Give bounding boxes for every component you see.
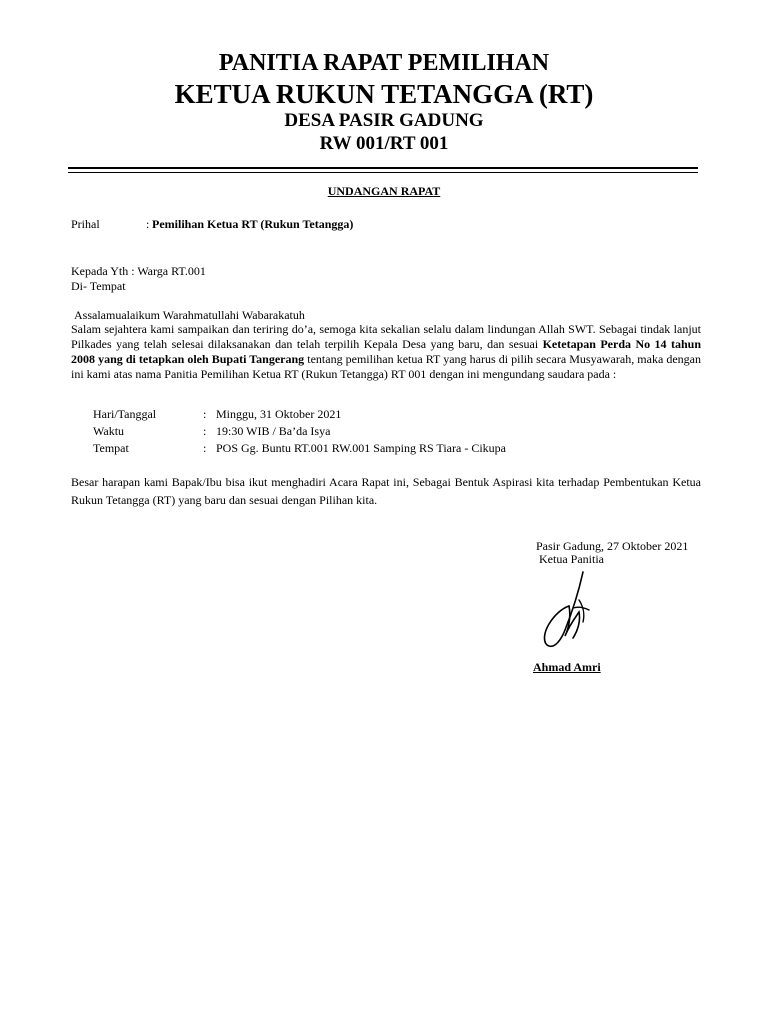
detail-label-time: Waktu — [93, 424, 125, 438]
body-text-part1: Salam sejahtera kami sampaikan dan teriring do’a, semoga kita sekalian selalu dalam lindungan Allah SWT. Sebagai tindak lanjut Pilkades yang telah selesai dilaksanakan dan telah terpilih Kepala Desa yang baru, dan sesuai — [71, 322, 701, 351]
header-divider-thin — [68, 172, 698, 173]
greeting: Assalamualaikum Warahmatullahi Wabarakatuh — [74, 308, 305, 322]
detail-label-place: Tempat — [93, 441, 129, 455]
closing-paragraph: Besar harapan kami Bapak/Ibu bisa ikut menghadiri Acara Rapat ini, Sebagai Bentuk Aspirasi kita terhadap Pembentukan Ketua Rukun Tetangga (RT) yang baru dan sesuai dengan Pilihan kita. — [71, 475, 701, 507]
body-text-part2: tentang pemilihan ketua RT yang harus di pilih secara Musyawarah, maka dengan ini kami atas nama Panitia Pemilihan Ketua RT (Rukun Tetangga) RT 001 dengan ini mengundang saudara pada : — [71, 352, 701, 381]
detail-label-date: Hari/Tanggal — [93, 407, 157, 421]
detail-colon-date: : — [203, 407, 207, 421]
detail-value-time: 19:30 WIB / Ba’da Isya — [216, 424, 331, 438]
detail-value-place: POS Gg. Buntu RT.001 RW.001 Samping RS Tiara - Cikupa — [216, 441, 506, 455]
perihal-colon: : — [146, 217, 150, 231]
handwritten-signature — [535, 570, 605, 655]
header-village: DESA PASIR GADUNG — [284, 110, 484, 131]
detail-value-date: Minggu, 31 Oktober 2021 — [216, 407, 342, 421]
signature-name: Ahmad Amri — [533, 660, 601, 674]
header-divider-thick — [68, 167, 698, 169]
signature-place-date: Pasir Gadung, 27 Oktober 2021 — [536, 539, 689, 553]
body-paragraph — [71, 322, 701, 382]
perihal-value: Pemilihan Ketua RT (Rukun Tetangga) — [152, 217, 354, 231]
detail-colon-place: : — [203, 441, 207, 455]
header-title: KETUA RUKUN TETANGGA (RT) — [174, 79, 594, 109]
recipient-place: Di- Tempat — [71, 279, 126, 293]
signature-role: Ketua Panitia — [539, 552, 604, 566]
document-title: UNDANGAN RAPAT — [327, 184, 441, 198]
perihal-label: Prihal — [71, 217, 100, 231]
header-committee: PANITIA RAPAT PEMILIHAN — [218, 50, 550, 76]
header-rw-rt: RW 001/RT 001 — [319, 133, 449, 154]
body-text-regulation: Ketetapan Perda No 14 tahun 2008 yang di tetapkan oleh Bupati Tangerang — [71, 337, 701, 366]
detail-colon-time: : — [203, 424, 207, 438]
recipient-line: Kepada Yth : Warga RT.001 — [71, 264, 206, 278]
